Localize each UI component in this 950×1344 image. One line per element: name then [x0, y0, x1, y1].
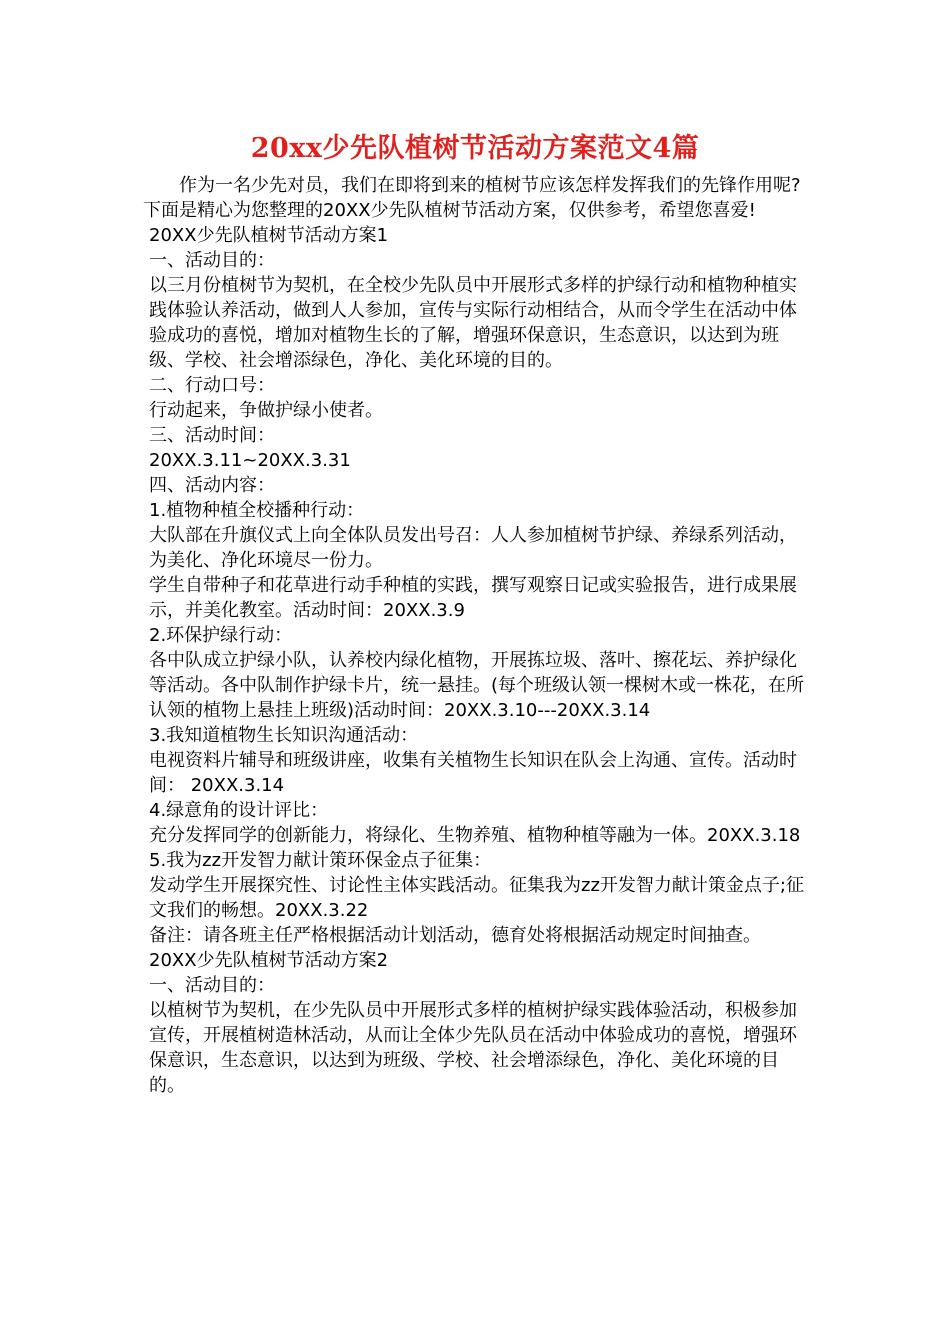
subheading: 3.我知道植物生长知识沟通活动：: [149, 725, 419, 746]
intro-paragraph: 作为一名少先对员，我们在即将到来的植树节应该怎样发挥我们的先锋作用呢?下面是精心为您整理的20XX少先队植树节活动方案，仅供参考，希望您喜爱!: [143, 175, 801, 221]
document-body: [143, 173, 811, 1098]
document-title: 20xx少先队植树节活动方案范文4篇: [250, 133, 700, 164]
subheading: 一、活动目的：: [149, 250, 275, 271]
subheading: 4.绿意角的设计评比：: [149, 800, 329, 821]
body-paragraph: 行动起来，争做护绿小使者。: [149, 400, 383, 421]
section-heading: 20XX少先队植树节活动方案1: [149, 225, 389, 246]
subheading: 5.我为zz开发智力献计策环保金点子征集：: [149, 850, 492, 871]
body-paragraph: 电视资料片辅导和班级讲座，收集有关植物生长知识在队会上沟通、宣传。活动时间： 20XX.3.14: [149, 750, 797, 796]
body-paragraph: 学生自带种子和花草进行动手种植的实践，撰写观察日记或实验报告，进行成果展示，并美化教室。活动时间：20XX.3.9: [149, 575, 797, 621]
subheading: 一、活动目的：: [149, 975, 275, 996]
body-paragraph: 备注：请各班主任严格根据活动计划活动，德育处将根据活动规定时间抽查。: [149, 925, 761, 946]
subheading: 三、活动时间：: [149, 425, 275, 446]
subheading: 2.环保护绿行动：: [149, 625, 293, 646]
body-paragraph: 大队部在升旗仪式上向全体队员发出号召：人人参加植树节护绿、养绿系列活动，为美化、净化环境尽一份力。: [149, 525, 797, 571]
subheading: 四、活动内容：: [149, 475, 275, 496]
body-paragraph: 以植树节为契机，在少先队员中开展形式多样的植树护绿实践体验活动，积极参加宣传，开展植树造林活动，从而让全体少先队员在活动中体验成功的喜悦，增强环保意识，生态意识，以达到为班级、学校、社会增添绿色，净化、美化环境的目的。: [149, 1000, 797, 1096]
body-paragraph: 20XX.3.11~20XX.3.31: [149, 450, 351, 471]
body-paragraph: 各中队成立护绿小队，认养校内绿化植物，开展拣垃圾、落叶、擦花坛、养护绿化等活动。各中队制作护绿卡片，统一悬挂。(每个班级认领一棵树木或一株花，在所认领的植物上悬挂上班级)活动时间：20XX.3.10---20XX.3.14: [149, 650, 805, 721]
section-heading: 20XX少先队植树节活动方案2: [149, 950, 389, 971]
body-paragraph: 发动学生开展探究性、讨论性主体实践活动。征集我为zz开发智力献计策金点子;征文我们的畅想。20XX.3.22: [149, 875, 804, 921]
body-paragraph: 以三月份植树节为契机，在全校少先队员中开展形式多样的护绿行动和植物种植实践体验认养活动，做到人人参加，宣传与实际行动相结合，从而令学生在活动中体验成功的喜悦，增加对植物生长的了解，增强环保意识，生态意识，以达到为班级、学校、社会增添绿色，净化、美化环境的目的。: [149, 275, 797, 371]
body-paragraph: 充分发挥同学的创新能力，将绿化、生物养殖、植物种植等融为一体。20XX.3.18: [149, 825, 801, 846]
subheading: 1.植物种植全校播种行动：: [149, 500, 365, 521]
subheading: 二、行动口号：: [149, 375, 275, 396]
